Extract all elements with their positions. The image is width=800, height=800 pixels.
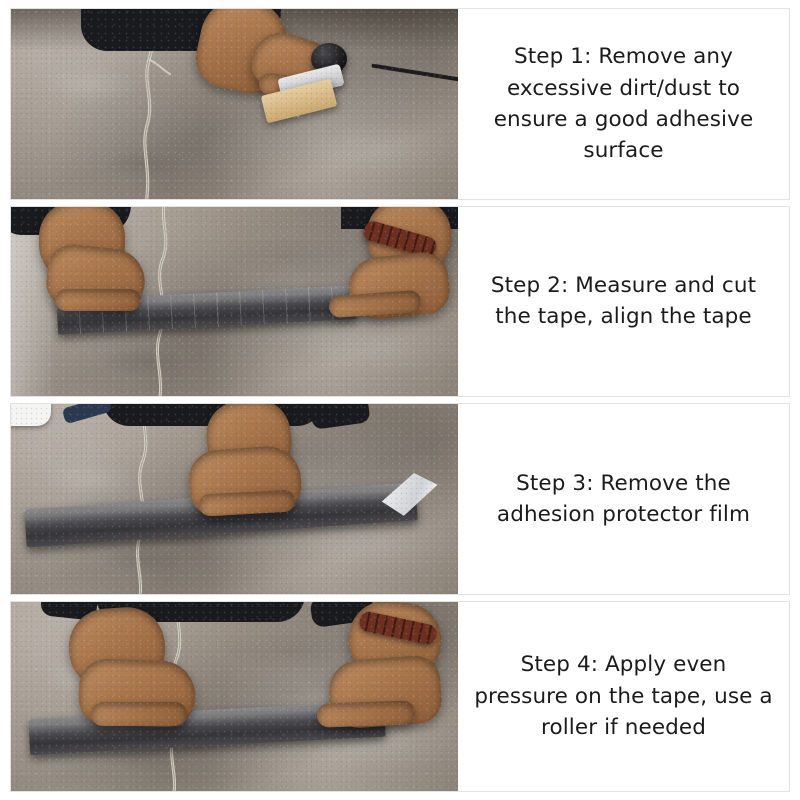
- step-row-4: [10, 601, 790, 793]
- step-row-1: [10, 8, 790, 200]
- step-caption-cell-2: [458, 207, 789, 397]
- concrete-grain: [11, 602, 458, 792]
- step-image-3: [11, 404, 458, 594]
- step-image-2: [11, 207, 458, 397]
- step-image-1: [11, 9, 458, 199]
- step-caption-4: Step 4: Apply even pressure on the tape, use a roller if needed: [474, 652, 773, 740]
- concrete-grain: [11, 207, 458, 397]
- step-caption-1: Step 1: Remove any excessive dirt/dust to ensure a good adhesive surface: [493, 44, 754, 163]
- step-row-2: [10, 206, 790, 398]
- step-caption-2: Step 2: Measure and cut the tape, align the tape: [490, 273, 757, 330]
- step-row-3: [10, 403, 790, 595]
- step-caption-cell-1: [458, 9, 789, 199]
- step-caption-cell-3: [458, 404, 789, 594]
- step-caption-3: Step 3: Remove the adhesion protector film: [496, 470, 751, 527]
- concrete-grain: [11, 9, 458, 199]
- step-image-4: [11, 602, 458, 792]
- concrete-grain: [11, 404, 458, 594]
- step-caption-cell-4: [458, 602, 789, 792]
